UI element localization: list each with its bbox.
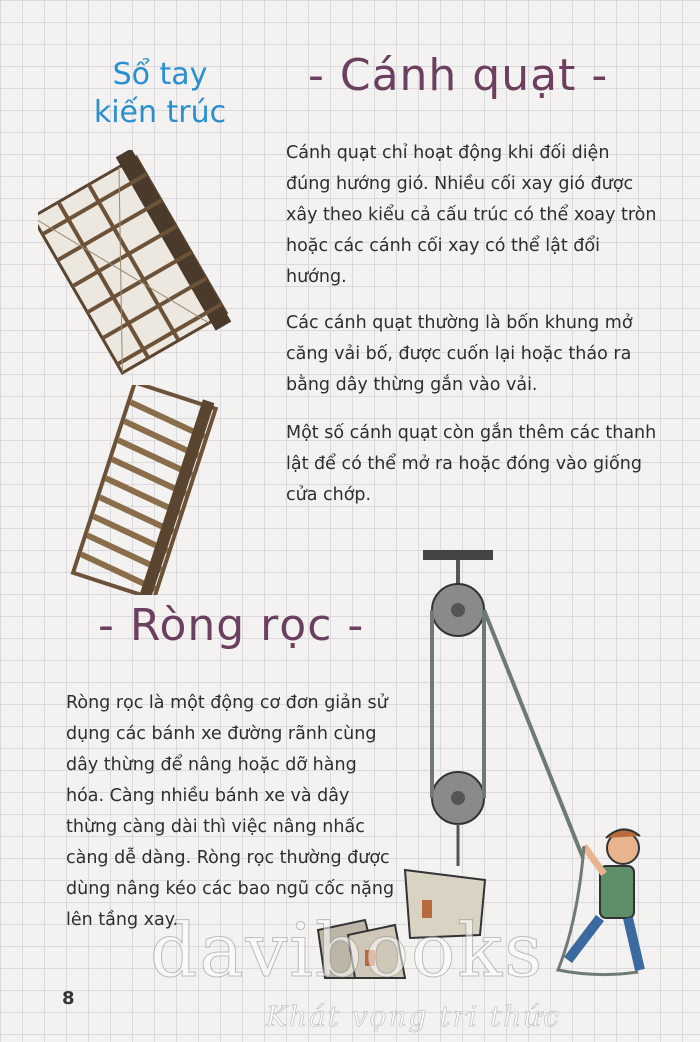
shutter-sail-icon bbox=[62, 385, 222, 595]
page-number: 8 bbox=[62, 988, 75, 1009]
sail-frame-icon bbox=[38, 150, 238, 375]
fan-paragraph-2: Các cánh quạt thường là bốn khung mở căng vải bố, được cuốn lại hoặc tháo ra bằng dây thừng gắn vào vải. bbox=[286, 313, 633, 395]
watermark-brand: davibooks bbox=[150, 908, 545, 994]
fan-section-title: - Cánh quạt - bbox=[308, 50, 609, 101]
pulley-paragraph: Ròng rọc là một động cơ đơn giản sử dụng các bánh xe đường rãnh cùng dây thừng để nâng hoặc dỡ hàng hóa. Càng nhiều bánh xe và dây thừng càng dài thì việc nâng nhấc càng dễ dàng. Ròng rọc thường được dùng nâng kéo các bao ngũ cốc nặng lên tầng xay. bbox=[66, 693, 395, 930]
fan-paragraph-3: Một số cánh quạt còn gắn thêm các thanh lật để có thể mở ra hoặc đóng vào giống cửa chớp. bbox=[286, 423, 657, 505]
worker-icon bbox=[538, 800, 678, 980]
notebook-title: Sổ tay kiến trúc bbox=[93, 57, 227, 130]
watermark-tagline: Khát vọng tri thức bbox=[266, 1000, 561, 1033]
pulley-section-title: - Ròng rọc - bbox=[98, 600, 365, 651]
fan-paragraph-1: Cánh quạt chỉ hoạt động khi đối diện đúng hướng gió. Nhiều cối xay gió được xây theo kiểu cả cấu trúc có thể xoay tròn hoặc các cánh cối xay có thể lật đổi hướng. bbox=[286, 143, 657, 287]
